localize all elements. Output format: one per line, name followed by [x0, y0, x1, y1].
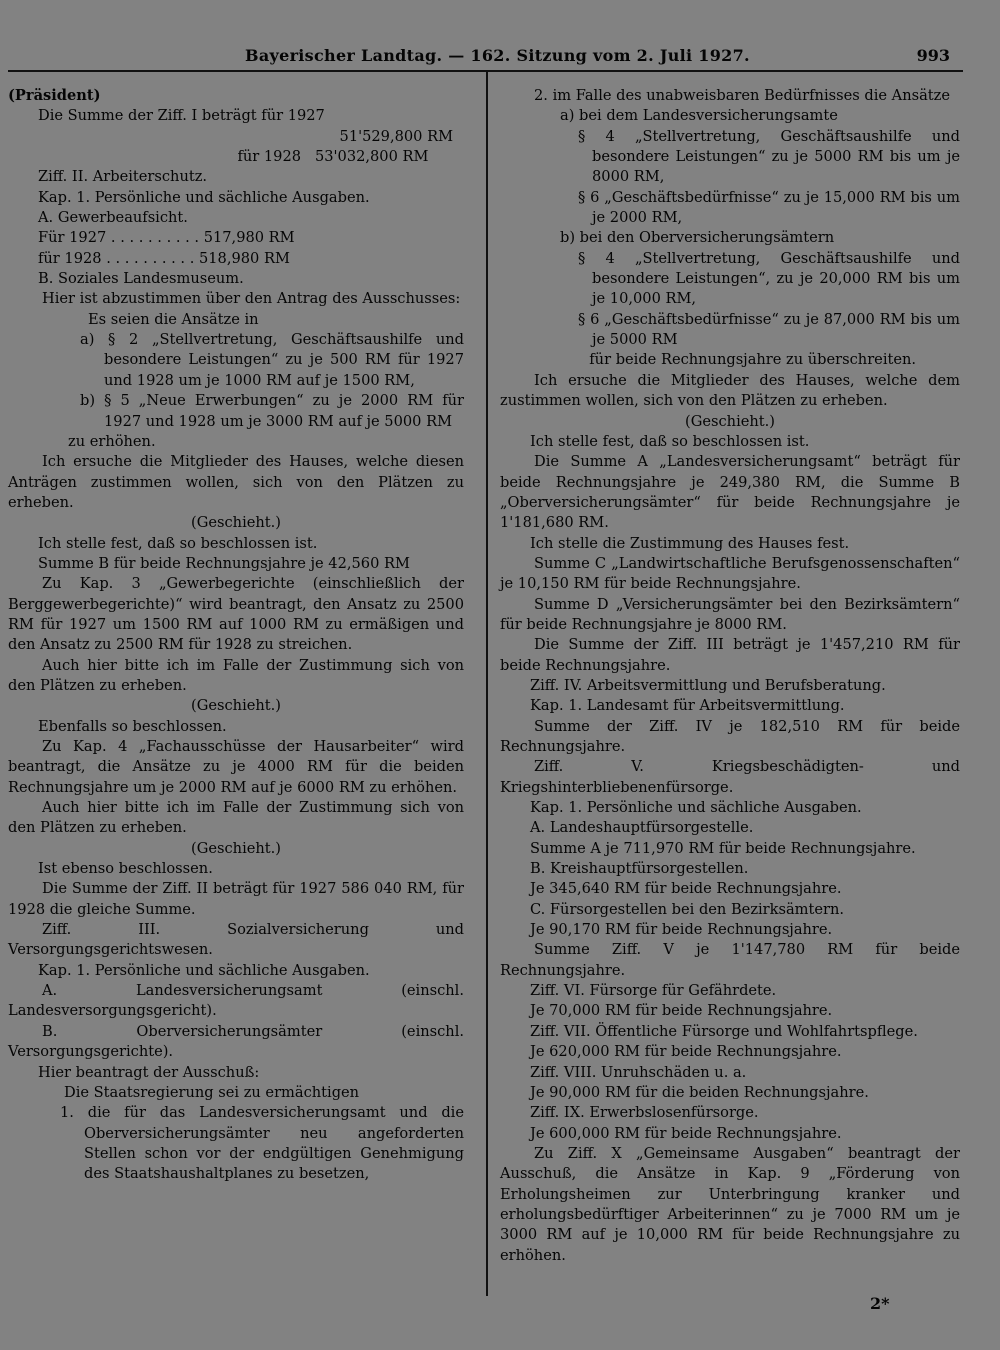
paragraph: Die Summe A „Landesversicherungsamt“ beträgt für beide Rechnungsjahre je 249,380 RM, die Summe B „Oberversicherungsämter“ für beide Rechnungsjahre je 1'181,680 RM. [500, 453, 960, 532]
paragraph: Ich ersuche die Mitglieder des Hauses, welche diesen Anträgen zustimmen wollen, sich von den Plätzen zu erheben. [8, 453, 464, 511]
paragraph: Summe A je 711,970 RM für beide Rechnungsjahre. [530, 839, 916, 857]
paragraph: Ich ersuche die Mitglieder des Hauses, welche dem zustimmen wollen, sich von den Plätzen zu erheben. [500, 371, 960, 410]
paragraph: Summe C „Landwirtschaftliche Berufsgenossenschaften“ je 10,150 RM für beide Rechnungsjahre. [500, 554, 960, 593]
paragraph: Je 345,640 RM für beide Rechnungsjahre. [530, 880, 842, 898]
paragraph: Ziff. VII. Öffentliche Fürsorge und Wohlfahrtspflege. [530, 1022, 918, 1040]
paragraph: Summe D „Versicherungsämter bei den Bezirksämtern“ für beide Rechnungsjahre je 8000 RM. [500, 595, 960, 633]
paragraph: Hier ist abzustimmen über den Antrag des Ausschusses: [42, 290, 461, 308]
paragraph: Zu Kap. 3 „Gewerbegerichte (einschließlich der Berggewerbegerichte)“ wird beantragt, den Ansatz zu 2500 RM für 1927 um 1500 RM auf 1000 RM zu ermäßigen und den Ansatz zu 2500 RM für 1928 zu streichen. [8, 575, 464, 654]
paragraph: zu erhöhen. [68, 432, 156, 450]
paragraph: B. Soziales Landesmuseum. [38, 270, 244, 288]
paragraph: a) § 2 „Stellvertretung, Geschäftsaushilfe und besondere Leistungen“ zu je 500 RM für 1927 und 1928 um je 1000 RM auf je 1500 RM, [80, 331, 464, 389]
paragraph: (Geschieht.) [191, 514, 281, 532]
paragraph: Die Summe der Ziff. I beträgt für 1927 [38, 107, 325, 125]
paragraph: Je 600,000 RM für beide Rechnungsjahre. [530, 1124, 842, 1142]
page-number: 993 [916, 46, 950, 65]
paragraph: Ziff. IX. Erwerbslosenfürsorge. [530, 1104, 759, 1122]
paragraph: Für 1927 . . . . . . . . . . 517,980 RM [38, 229, 295, 247]
paragraph: Summe der Ziff. IV je 182,510 RM für beide Rechnungsjahre. [500, 717, 960, 755]
column-divider [486, 70, 488, 1296]
paragraph: A. Gewerbeaufsicht. [38, 209, 188, 227]
paragraph: B. Kreishauptfürsorgestellen. [530, 860, 749, 878]
paragraph: C. Fürsorgestellen bei den Bezirksämtern. [530, 900, 845, 918]
paragraph: Kap. 1. Persönliche und sächliche Ausgaben. [38, 961, 370, 979]
paragraph: Summe Ziff. V je 1'147,780 RM für beide Rechnungsjahre. [500, 941, 960, 979]
paragraph: Je 90,170 RM für beide Rechnungsjahre. [530, 921, 833, 939]
paragraph: a) bei dem Landesversicherungsamte [560, 107, 838, 125]
right-column [500, 86, 960, 1266]
paragraph: b) bei den Oberversicherungsämtern [560, 229, 835, 247]
paragraph: Ist ebenso beschlossen. [38, 860, 213, 878]
paragraph: (Geschieht.) [685, 412, 775, 430]
paragraph: für 1928 . . . . . . . . . . 518,980 RM [38, 249, 290, 267]
paragraph: Kap. 1. Landesamt für Arbeitsvermittlung. [530, 697, 845, 715]
paragraph: Ziff. II. Arbeiterschutz. [38, 168, 208, 186]
paragraph: Je 70,000 RM für beide Rechnungsjahre. [530, 1002, 833, 1020]
paragraph: Kap. 1. Persönliche und sächliche Ausgaben. [38, 188, 370, 206]
paragraph: 51'529,800 RM [38, 127, 454, 145]
paragraph: Ziff. V. Kriegsbeschädigten- und Kriegshinterbliebenenfürsorge. [500, 758, 960, 796]
paragraph: Je 90,000 RM für die beiden Rechnungsjahre. [530, 1083, 869, 1101]
running-title: Bayerischer Landtag. — 162. Sitzung vom 2. Juli 1927. [245, 46, 750, 65]
paragraph: 1. die für das Landesversicherungsamt und die Oberversicherungsämter neu angeforderten Stellen schon vor der endgültigen Genehmigung des Staatshaushaltplanes zu besetzen, [60, 1104, 464, 1183]
paragraph: (Präsident) [8, 87, 101, 104]
paragraph: (Geschieht.) [191, 839, 281, 857]
paragraph: Ich stelle fest, daß so beschlossen ist. [530, 432, 810, 450]
paragraph: (Geschieht.) [191, 697, 281, 715]
paragraph: Ich stelle die Zustimmung des Hauses fest. [530, 534, 850, 552]
paragraph: Ziff. VI. Fürsorge für Gefährdete. [530, 982, 777, 1000]
paragraph: Die Summe der Ziff. II beträgt für 1927 586 040 RM, für 1928 die gleiche Summe. [8, 880, 464, 918]
paragraph: Auch hier bitte ich im Falle der Zustimmung sich von den Plätzen zu erheben. [8, 656, 464, 694]
paragraph: § 6 „Geschäftsbedürfnisse“ zu je 87,000 RM bis um je 5000 RM [578, 310, 960, 349]
paragraph: Es seien die Ansätze in [88, 310, 259, 328]
paragraph: 2. im Falle des unabweisbaren Bedürfnisses die Ansätze [534, 87, 950, 104]
paragraph: für 1928 53'032,800 RM [38, 148, 429, 166]
paragraph: Die Staatsregierung sei zu ermächtigen [64, 1083, 360, 1101]
paragraph: § 4 „Stellvertretung, Geschäftsaushilfe und besondere Leistungen“, zu je 20,000 RM bis um je 10,000 RM, [578, 249, 960, 308]
left-column [8, 86, 464, 1185]
paragraph: Ziff. IV. Arbeitsvermittlung und Berufsberatung. [530, 676, 886, 694]
paragraph: B. Oberversicherungsämter (einschl. Versorgungsgerichte). [8, 1022, 464, 1061]
paragraph: für beide Rechnungsjahre zu überschreiten. [580, 351, 917, 369]
paragraph: § 6 „Geschäftsbedürfnisse“ zu je 15,000 RM bis um je 2000 RM, [578, 188, 960, 227]
page-header [0, 44, 1000, 70]
paragraph: Zu Ziff. X „Gemeinsame Ausgaben“ beantragt der Ausschuß, die Ansätze in Kap. 9 „Förderung von Erholungsheimen zur Unterbringung kranker und erholungsbedürftiger Arbeiterinnen“ zu je 7000 RM um je 3000 RM auf je 10,000 RM für beide Rechnungsjahre zu erhöhen. [500, 1144, 960, 1264]
paragraph: Ich stelle fest, daß so beschlossen ist. [38, 534, 318, 552]
paragraph: Ziff. III. Sozialversicherung und Versorgungsgerichtswesen. [8, 921, 464, 959]
paragraph: Ziff. VIII. Unruhschäden u. a. [530, 1063, 747, 1081]
paragraph: Zu Kap. 4 „Fachausschüsse der Hausarbeiter“ wird beantragt, die Ansätze zu je 4000 RM für die beiden Rechnungsjahre um je 2000 RM auf je 6000 RM zu erhöhen. [8, 738, 464, 796]
paragraph: Ebenfalls so beschlossen. [38, 717, 227, 735]
paragraph: Auch hier bitte ich im Falle der Zustimmung sich von den Plätzen zu erheben. [8, 799, 464, 837]
signature-mark: 2* [870, 1294, 890, 1313]
paragraph: § 4 „Stellvertretung, Geschäftsaushilfe und besondere Leistungen“ zu je 5000 RM bis um je 8000 RM, [578, 127, 960, 186]
paragraph: Je 620,000 RM für beide Rechnungsjahre. [530, 1043, 842, 1061]
paragraph: Die Summe der Ziff. III beträgt je 1'457,210 RM für beide Rechnungsjahre. [500, 636, 960, 674]
paragraph: Hier beantragt der Ausschuß: [38, 1063, 260, 1081]
paragraph: Kap. 1. Persönliche und sächliche Ausgaben. [530, 799, 862, 817]
paragraph: b) § 5 „Neue Erwerbungen“ zu je 2000 RM für 1927 und 1928 um je 3000 RM auf je 5000 RM [80, 392, 464, 430]
paragraph: A. Landeshauptfürsorgestelle. [530, 819, 754, 837]
paragraph: A. Landesversicherungsamt (einschl. Landesversorgungsgericht). [8, 982, 464, 1020]
paragraph: Summe B für beide Rechnungsjahre je 42,560 RM [38, 554, 410, 572]
